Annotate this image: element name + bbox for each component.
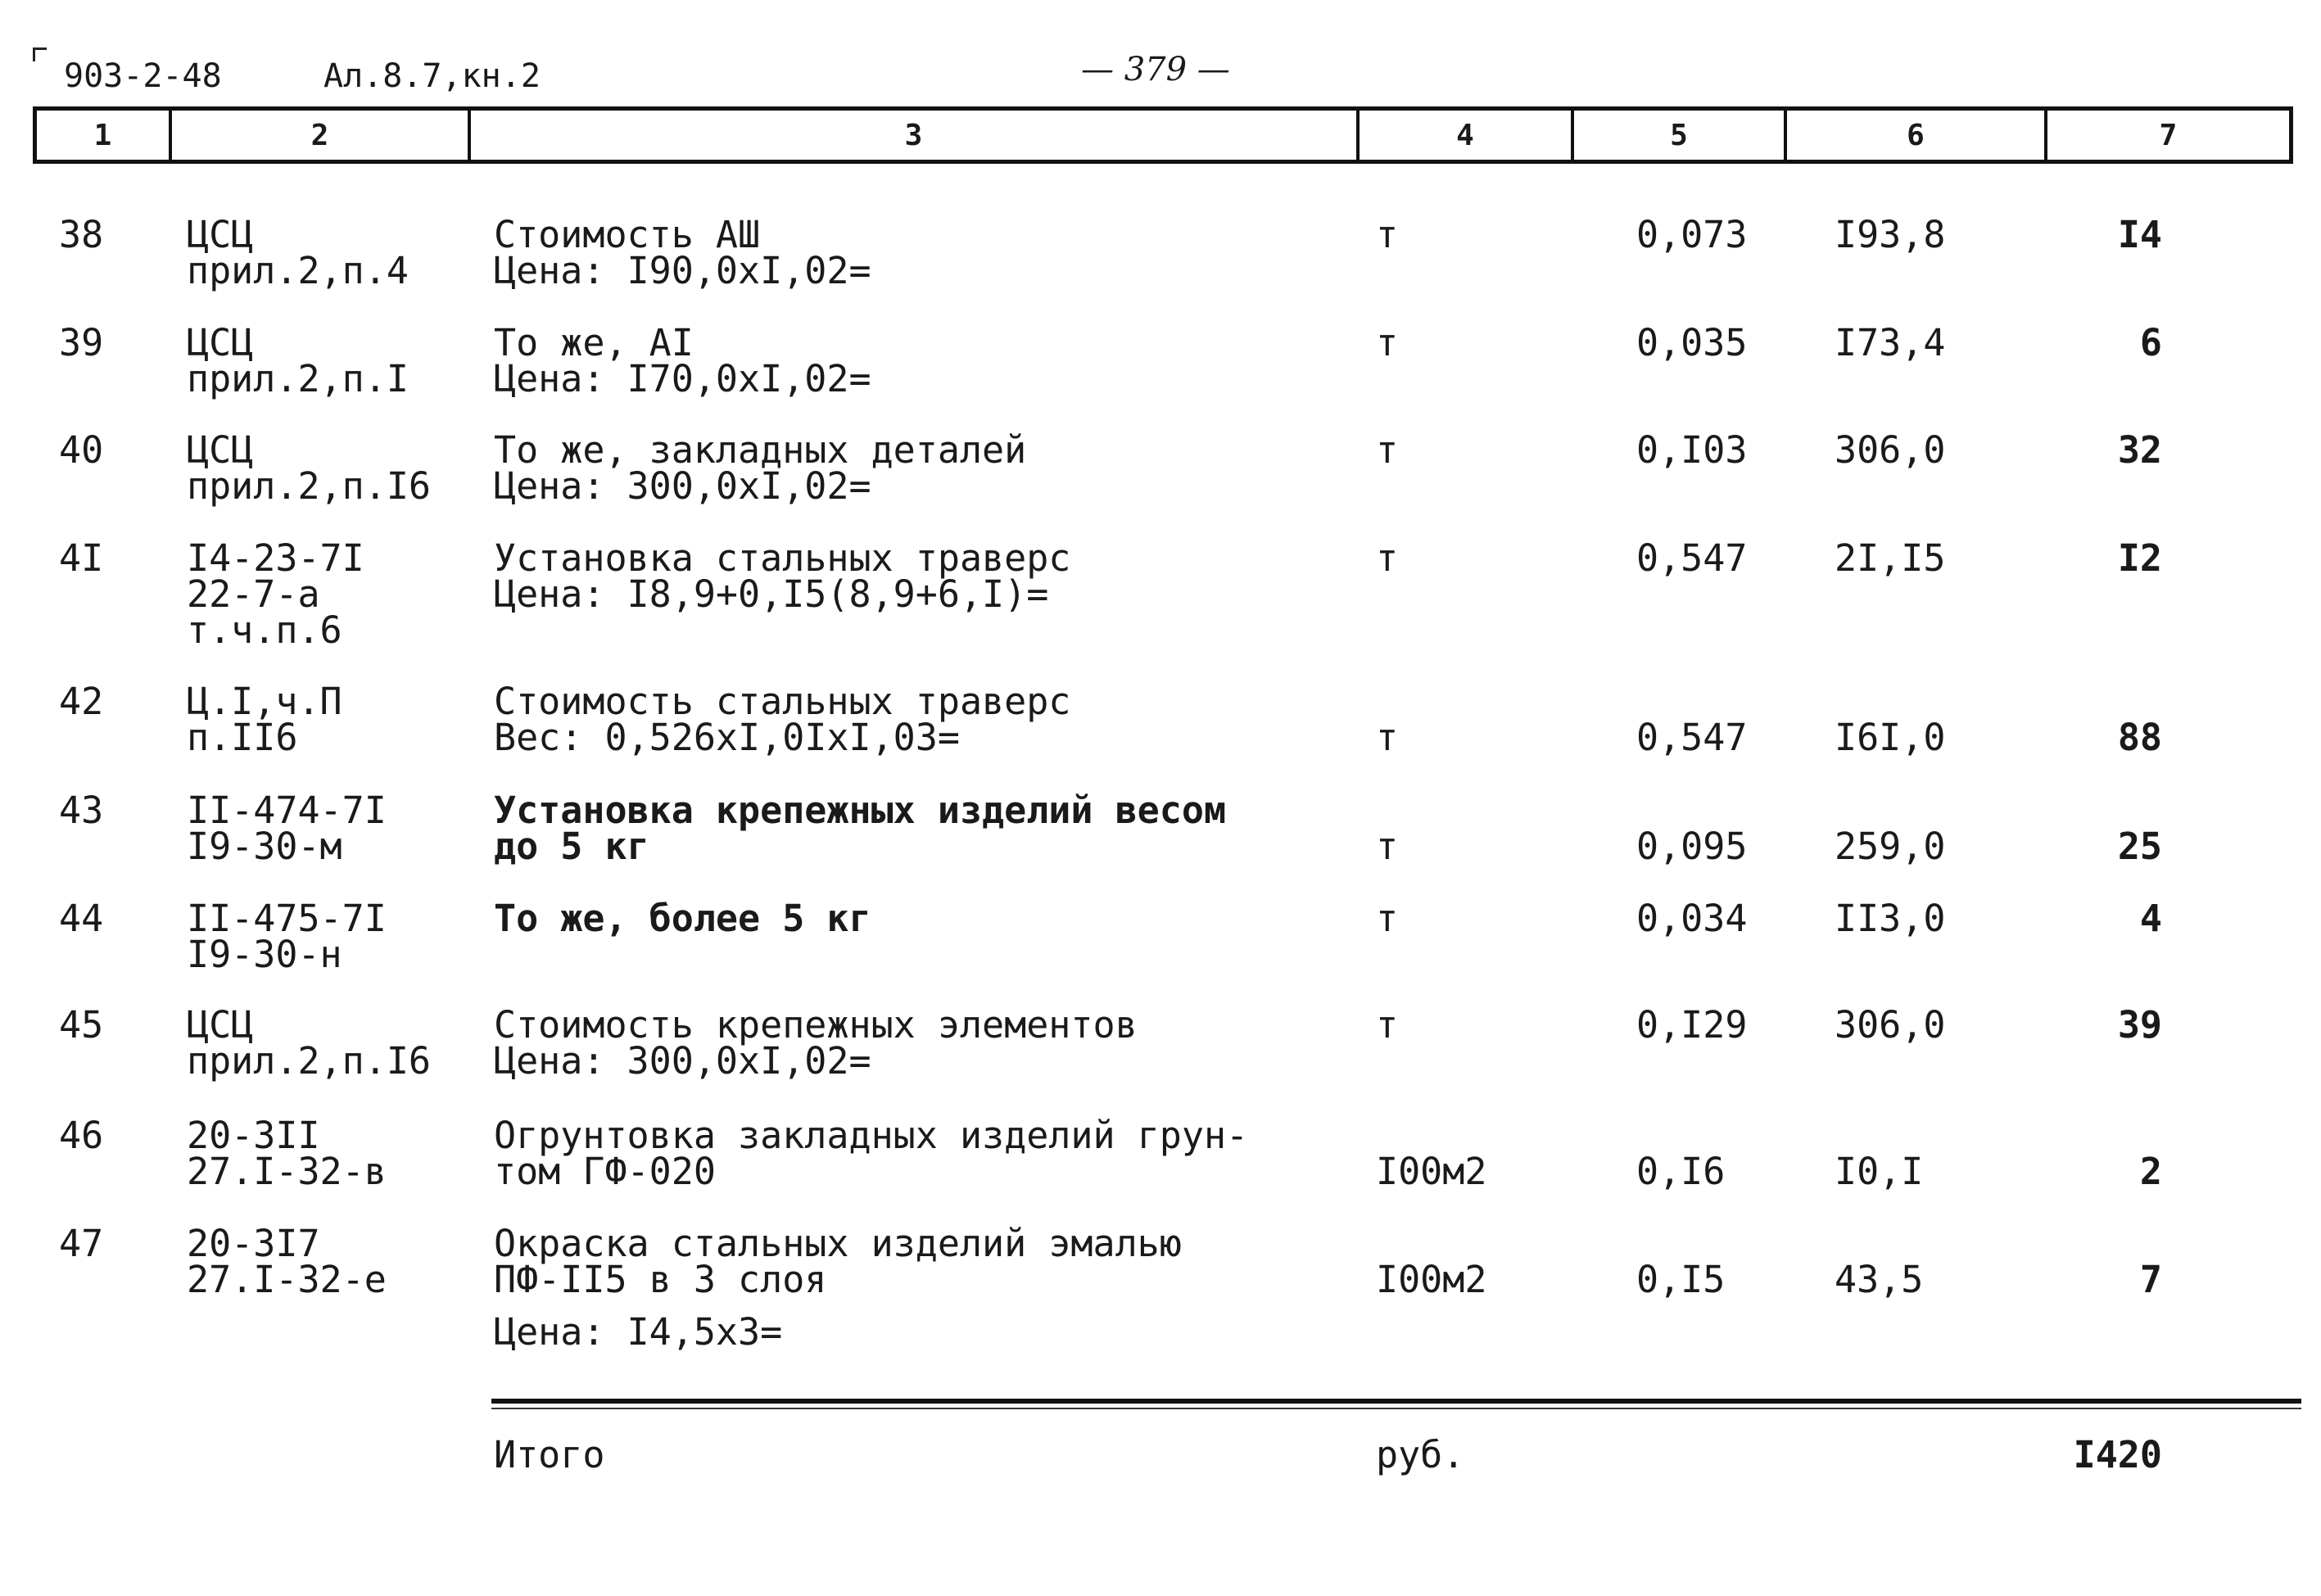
total-cost-cell: 2 bbox=[2139, 1150, 2162, 1193]
column-header-3: 3 bbox=[471, 111, 1360, 160]
total-cost-cell: I4 bbox=[2117, 213, 2162, 256]
page-number: — 379 — bbox=[1081, 51, 1230, 88]
unit-cell: т bbox=[1376, 213, 1399, 256]
norm-code-line: 20-3II bbox=[187, 1114, 320, 1157]
quantity-cell: 0,I6 bbox=[1636, 1150, 1726, 1193]
description-line: То же, закладных деталей bbox=[494, 428, 1027, 472]
unit-cell: т bbox=[1376, 716, 1399, 759]
unit-cell: т bbox=[1376, 1003, 1399, 1047]
column-header-row bbox=[33, 106, 2293, 164]
column-header-2: 2 bbox=[172, 111, 471, 160]
unit-price-cell: 306,0 bbox=[1835, 428, 1946, 472]
document-reference: Ал.8.7,кн.2 bbox=[323, 57, 541, 95]
unit-cell: т bbox=[1376, 428, 1399, 472]
unit-price-cell: I73,4 bbox=[1835, 321, 1946, 364]
row-number: 39 bbox=[59, 321, 104, 364]
norm-code-line: I9-30-м bbox=[187, 825, 342, 868]
quantity-cell: 0,547 bbox=[1636, 536, 1748, 580]
row-number: 47 bbox=[59, 1222, 104, 1265]
description-line: Установка стальных траверс bbox=[494, 536, 1071, 580]
total-cost-cell: I2 bbox=[2117, 536, 2162, 580]
norm-code-line: 20-3I7 bbox=[187, 1222, 320, 1265]
row-number: 43 bbox=[59, 789, 104, 832]
description-line: Цена: I90,0xI,02= bbox=[494, 249, 871, 292]
description-line: до 5 кг bbox=[494, 825, 649, 868]
quantity-cell: 0,I5 bbox=[1636, 1258, 1726, 1301]
norm-code-line: ЦСЦ bbox=[187, 321, 254, 364]
total-divider-thin bbox=[491, 1408, 2301, 1409]
corner-mark bbox=[33, 47, 47, 61]
total-value: I420 bbox=[2073, 1433, 2162, 1476]
unit-cell: I00м2 bbox=[1376, 1258, 1487, 1301]
total-cost-cell: 6 bbox=[2139, 321, 2162, 364]
total-unit: руб. bbox=[1376, 1433, 1465, 1476]
unit-price-cell: I0,I bbox=[1835, 1150, 1924, 1193]
norm-code-line: п.II6 bbox=[187, 716, 298, 759]
description-line: Окраска стальных изделий эмалью bbox=[494, 1222, 1182, 1265]
description-line: Установка крепежных изделий весом bbox=[494, 789, 1227, 832]
quantity-cell: 0,547 bbox=[1636, 716, 1748, 759]
total-cost-cell: 39 bbox=[2117, 1003, 2162, 1047]
norm-code-line: I9-30-н bbox=[187, 933, 342, 976]
norm-code-line: 27.I-32-е bbox=[187, 1258, 387, 1301]
norm-code-line: прил.2,п.I bbox=[187, 357, 409, 400]
norm-code-line: Ц.I,ч.П bbox=[187, 680, 342, 723]
row-number: 38 bbox=[59, 213, 104, 256]
quantity-cell: 0,095 bbox=[1636, 825, 1748, 868]
total-cost-cell: 32 bbox=[2117, 428, 2162, 472]
unit-cell: т bbox=[1376, 897, 1399, 940]
norm-code-line: т.ч.п.6 bbox=[187, 608, 342, 652]
description-line: Вес: 0,526xI,0IxI,03= bbox=[494, 716, 960, 759]
description-line: Стоимость крепежных элементов bbox=[494, 1003, 1138, 1047]
column-header-7: 7 bbox=[2159, 118, 2178, 152]
norm-code-line: I4-23-7I bbox=[187, 536, 364, 580]
norm-code-line: прил.2,п.I6 bbox=[187, 1039, 432, 1083]
total-cost-cell: 25 bbox=[2117, 825, 2162, 868]
unit-cell: т bbox=[1376, 825, 1399, 868]
row-number: 46 bbox=[59, 1114, 104, 1157]
column-header-5: 5 bbox=[1574, 111, 1787, 160]
unit-price-cell: I93,8 bbox=[1835, 213, 1946, 256]
row-number: 44 bbox=[59, 897, 104, 940]
row-number: 40 bbox=[59, 428, 104, 472]
description-line: Цена: I4,5x3= bbox=[494, 1310, 783, 1354]
norm-code-line: 22-7-а bbox=[187, 572, 320, 616]
norm-code-line: II-475-7I bbox=[187, 897, 387, 940]
unit-price-cell: 259,0 bbox=[1835, 825, 1946, 868]
document-code: 903-2-48 bbox=[64, 57, 222, 95]
unit-price-cell: I6I,0 bbox=[1835, 716, 1946, 759]
quantity-cell: 0,034 bbox=[1636, 897, 1748, 940]
quantity-cell: 0,073 bbox=[1636, 213, 1748, 256]
description-line: Цена: 300,0xI,02= bbox=[494, 464, 871, 508]
description-line: Стоимость АШ bbox=[494, 213, 761, 256]
norm-code-line: II-474-7I bbox=[187, 789, 387, 832]
unit-price-cell: 2I,I5 bbox=[1835, 536, 1946, 580]
norm-code-line: ЦСЦ bbox=[187, 213, 254, 256]
description-line: том ГФ-020 bbox=[494, 1150, 716, 1193]
description-line: ПФ-II5 в 3 слоя bbox=[494, 1258, 827, 1301]
description-line: То же, более 5 кг bbox=[494, 897, 871, 940]
column-header-1: 1 bbox=[37, 111, 172, 160]
description-line: Стоимость стальных траверс bbox=[494, 680, 1071, 723]
description-line: Цена: I70,0xI,02= bbox=[494, 357, 871, 400]
unit-price-cell: 306,0 bbox=[1835, 1003, 1946, 1047]
column-header-4: 4 bbox=[1360, 111, 1574, 160]
quantity-cell: 0,I29 bbox=[1636, 1003, 1748, 1047]
description-line: Огрунтовка закладных изделий грун- bbox=[494, 1114, 1249, 1157]
total-cost-cell: 7 bbox=[2139, 1258, 2162, 1301]
description-line: То же, AI bbox=[494, 321, 694, 364]
total-cost-cell: 4 bbox=[2139, 897, 2162, 940]
unit-price-cell: 43,5 bbox=[1835, 1258, 1924, 1301]
quantity-cell: 0,035 bbox=[1636, 321, 1748, 364]
total-cost-cell: 88 bbox=[2117, 716, 2162, 759]
norm-code-line: прил.2,п.I6 bbox=[187, 464, 432, 508]
unit-price-cell: II3,0 bbox=[1835, 897, 1946, 940]
row-number: 45 bbox=[59, 1003, 104, 1047]
norm-code-line: ЦСЦ bbox=[187, 428, 254, 472]
total-label: Итого bbox=[494, 1433, 605, 1476]
unit-cell: I00м2 bbox=[1376, 1150, 1487, 1193]
quantity-cell: 0,I03 bbox=[1636, 428, 1748, 472]
row-number: 42 bbox=[59, 680, 104, 723]
norm-code-line: 27.I-32-в bbox=[187, 1150, 387, 1193]
column-header-6: 6 bbox=[1787, 111, 2047, 160]
description-line: Цена: I8,9+0,I5(8,9+6,I)= bbox=[494, 572, 1049, 616]
total-divider bbox=[491, 1399, 2301, 1404]
description-line: Цена: 300,0xI,02= bbox=[494, 1039, 871, 1083]
row-number: 4I bbox=[59, 536, 104, 580]
unit-cell: т bbox=[1376, 536, 1399, 580]
norm-code-line: прил.2,п.4 bbox=[187, 249, 409, 292]
unit-cell: т bbox=[1376, 321, 1399, 364]
norm-code-line: ЦСЦ bbox=[187, 1003, 254, 1047]
